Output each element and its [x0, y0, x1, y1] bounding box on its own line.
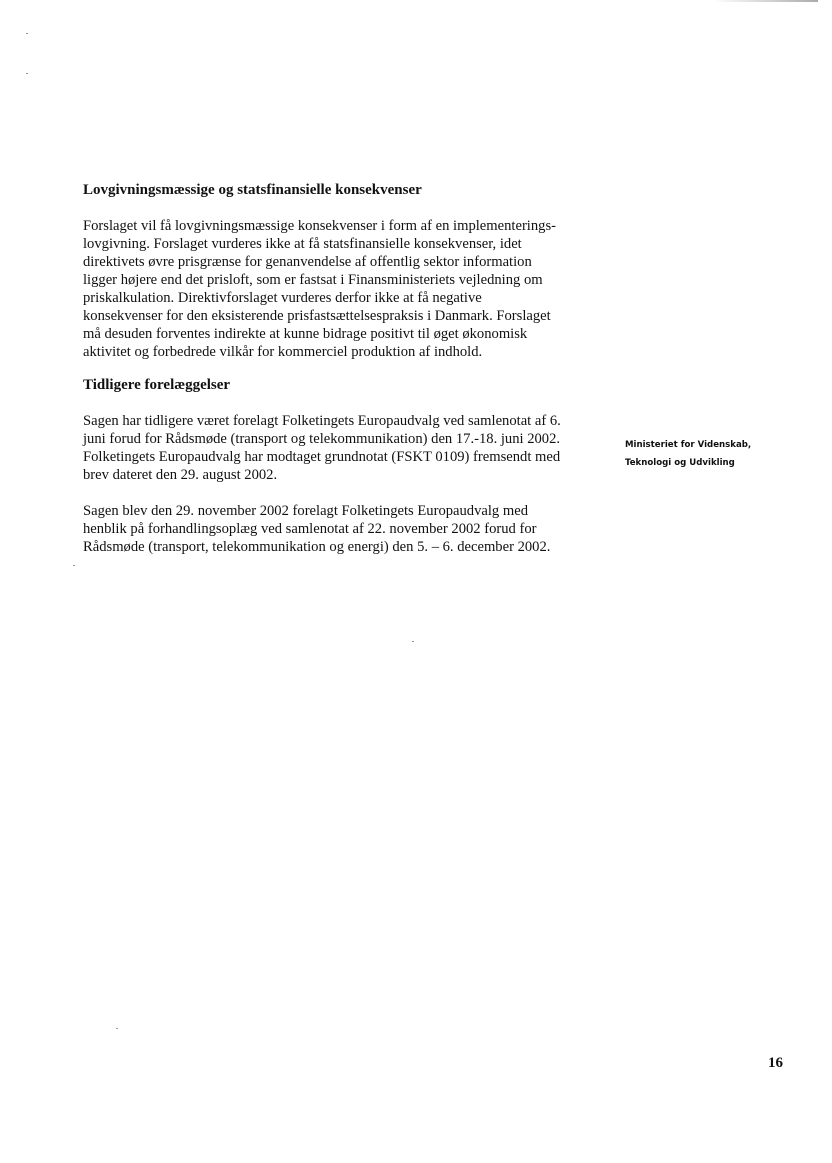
- main-content: [83, 180, 603, 570]
- text-line: Folketingets Europaudvalg har modtaget grundnotat (FSKT 0109) fremsendt med: [83, 449, 561, 465]
- text-line: juni forud for Rådsmøde (transport og telekommunikation) den 17.-18. juni 2002.: [83, 431, 561, 447]
- text-line: Sagen blev den 29. november 2002 forelagt Folketingets Europaudvalg med: [83, 503, 529, 519]
- scan-speck: [73, 565, 75, 566]
- section-heading-previous-submissions: Tidligere forelæggelser: [83, 377, 231, 393]
- consequences-paragraph: [83, 217, 603, 361]
- text-line: Forslaget vil få lovgivningsmæssige konsekvenser i form af en implementerings-: [83, 218, 556, 234]
- text-line: konsekvenser for den eksisterende prisfastsættelsespraksis i Danmark. Forslaget: [83, 308, 551, 324]
- scan-speck: [26, 33, 28, 34]
- text-line: henblik på forhandlingsoplæg ved samlenotat af 22. november 2002 forud for: [83, 521, 537, 537]
- text-line: direktivets øvre prisgrænse for genanvendelse af offentlig sektor information: [83, 254, 532, 270]
- sidebar-line: Teknologi og Udvikling: [625, 458, 735, 468]
- previous-submissions-paragraph-2: [83, 502, 603, 556]
- scan-speck: [26, 73, 28, 74]
- section-heading-consequences: Lovgivningsmæssige og statsfinansielle konsekvenser: [83, 182, 422, 198]
- scan-speck: [412, 641, 414, 642]
- text-line: Sagen har tidligere været forelagt Folketingets Europaudvalg ved samlenotat af 6.: [83, 413, 561, 429]
- page-number: 16: [768, 1055, 783, 1071]
- text-line: aktivitet og forbedrede vilkår for kommerciel produktion af indhold.: [83, 344, 483, 360]
- previous-submissions-paragraph-1: [83, 412, 603, 484]
- text-line: brev dateret den 29. august 2002.: [83, 467, 278, 483]
- text-line: ligger højere end det prisloft, som er fastsat i Finansministeriets vejledning om: [83, 272, 543, 288]
- ministry-sidebar-label: [625, 436, 751, 472]
- scan-speck: [116, 1028, 118, 1029]
- text-line: priskalkulation. Direktivforslaget vurderes derfor ikke at få negative: [83, 290, 482, 306]
- scan-smudge: [713, 0, 818, 2]
- text-line: lovgivning. Forslaget vurderes ikke at få statsfinansielle konsekvenser, idet: [83, 236, 522, 252]
- sidebar-line: Ministeriet for Videnskab,: [625, 440, 752, 450]
- text-line: Rådsmøde (transport, telekommunikation og energi) den 5. – 6. december 2002.: [83, 539, 551, 555]
- text-line: må desuden forventes indirekte at kunne bidrage positivt til øget økonomisk: [83, 326, 528, 342]
